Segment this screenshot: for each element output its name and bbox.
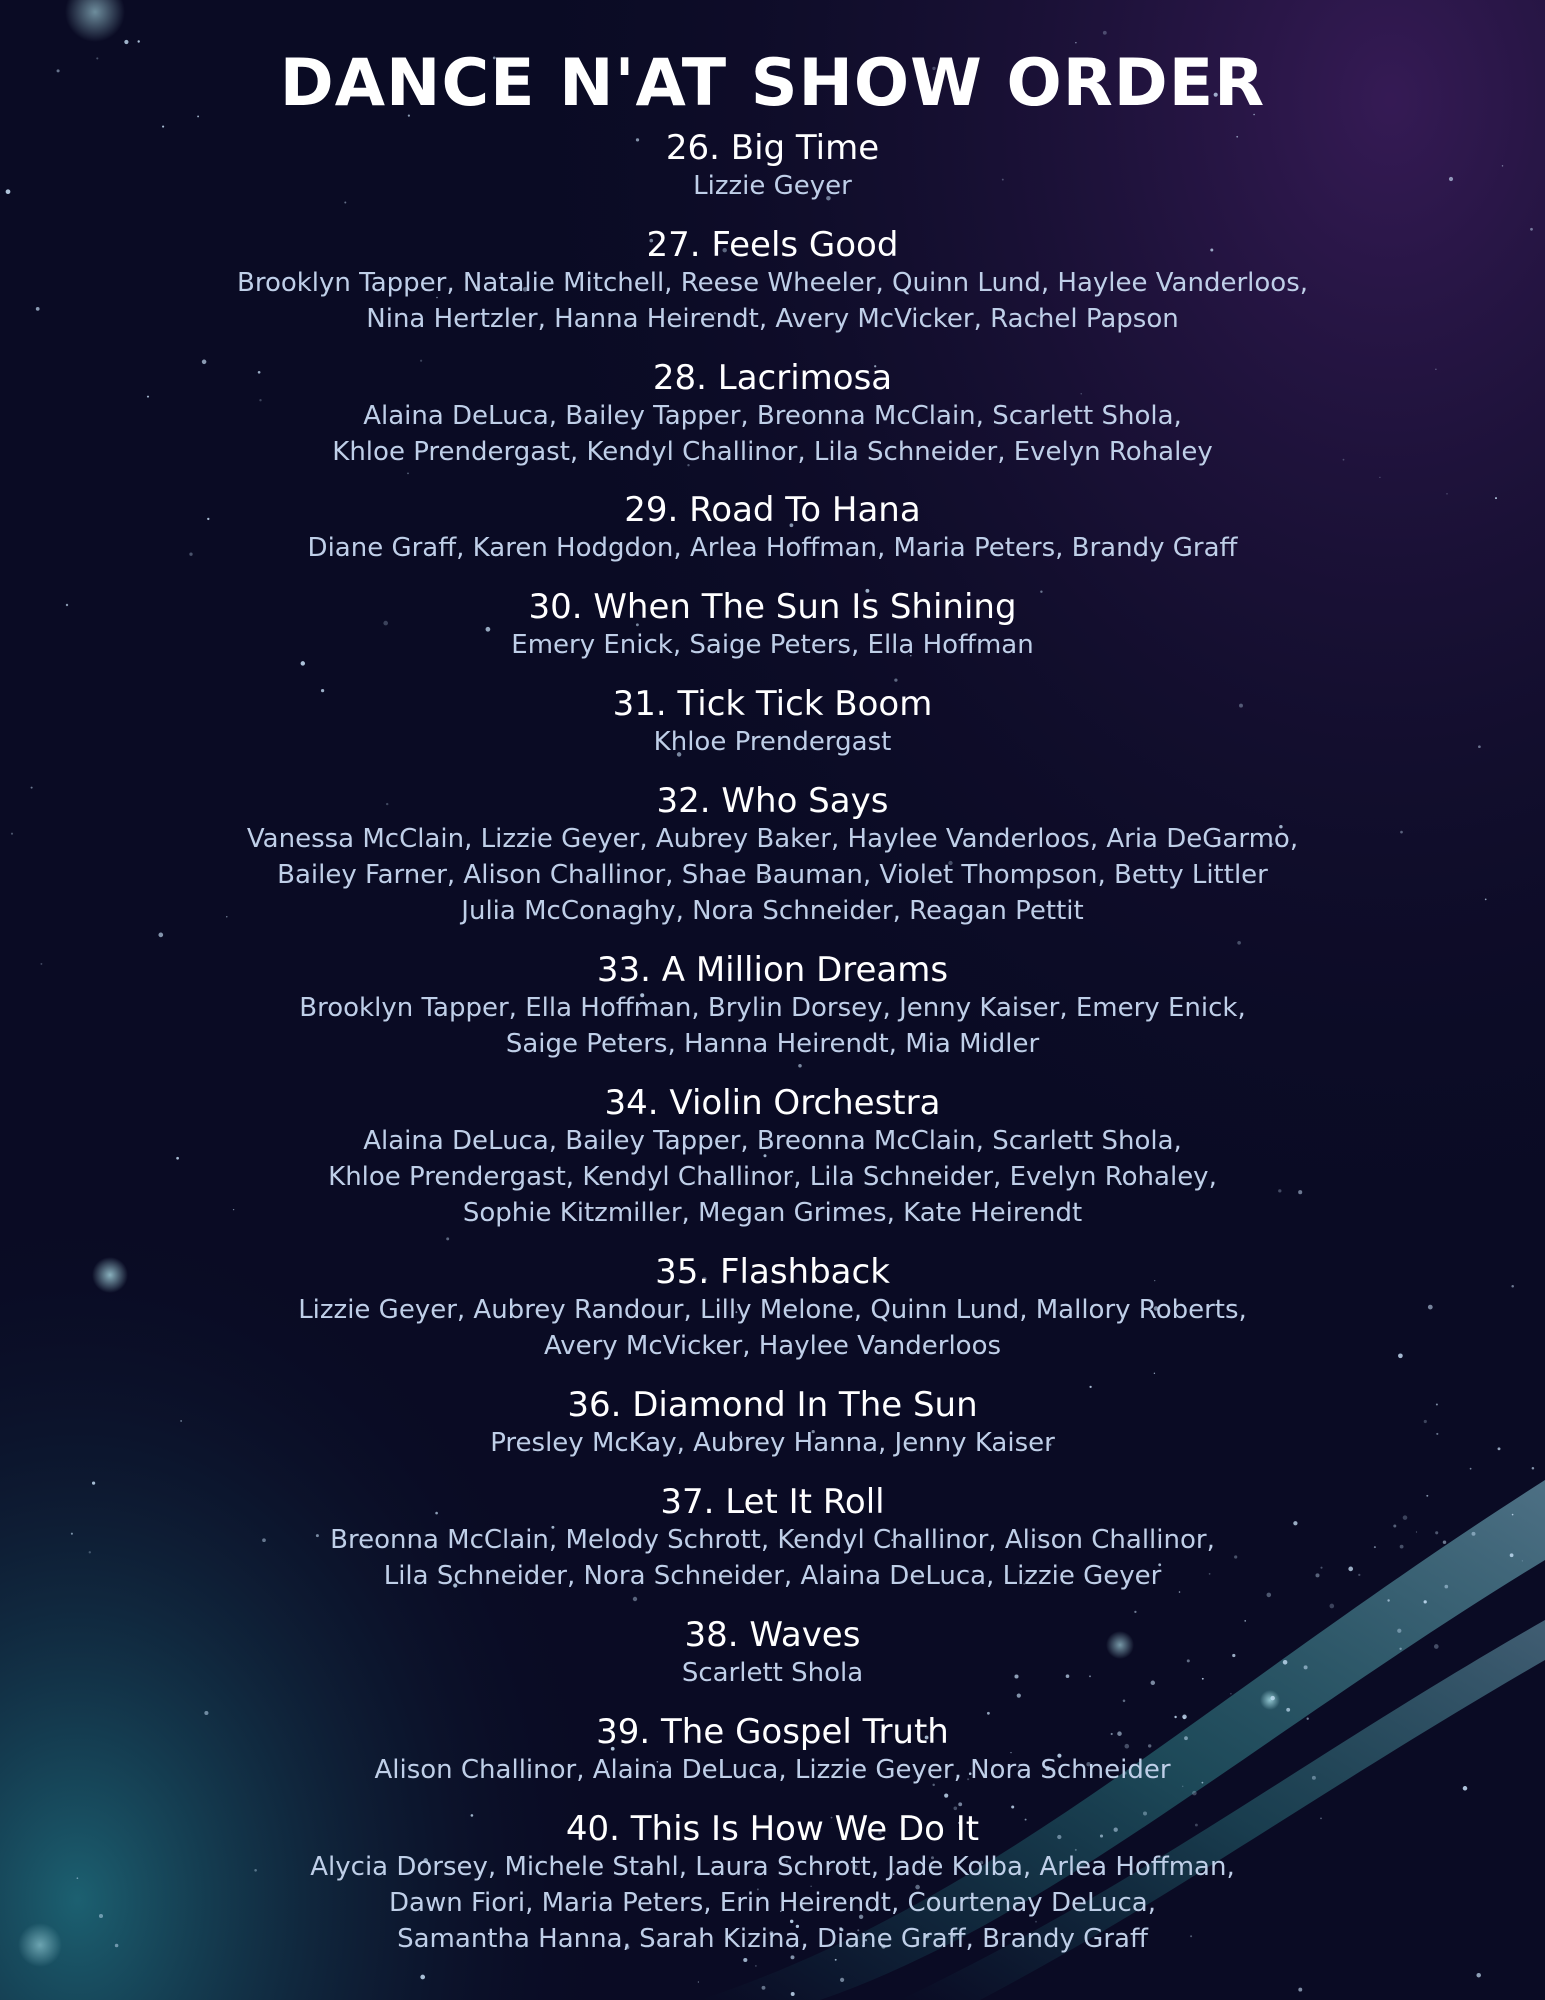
performer-line: Diane Graff, Karen Hodgdon, Arlea Hoffman, Maria Peters, Brandy Graff [307,533,1238,563]
star-icon [420,1975,425,1980]
performer-line: Khloe Prendergast [653,727,892,757]
act-entry [0,1252,1545,1364]
star-icon [1123,1700,1126,1703]
act-entry [0,1385,1545,1461]
performer-line: Presley McKay, Aubrey Hanna, Jenny Kaiser [490,1428,1055,1458]
star-icon [1230,1693,1232,1695]
performer-line: Lila Schneider, Nora Schneider, Alaina DeLuca, Lizzie Geyer [383,1561,1162,1591]
act-performers [0,168,1545,204]
star-icon [840,1978,844,1982]
act-performers [0,627,1545,663]
star-icon [407,473,409,475]
star-icon [138,40,140,42]
act-entry [0,490,1545,566]
performer-line: Dawn Fiori, Maria Peters, Erin Heirendt, Courtenay DeLuca, [389,1888,1156,1918]
act-title: 35. Flashback [655,1252,890,1292]
act-performers [0,1292,1545,1364]
act-entry [0,128,1545,204]
act-entry [0,684,1545,760]
act-title: 37. Let It Roll [660,1482,885,1522]
act-performers [0,530,1545,566]
act-performers [0,1425,1545,1461]
performer-line: Avery McVicker, Haylee Vanderloos [543,1331,1002,1361]
performer-line: Vanessa McClain, Lizzie Geyer, Aubrey Baker, Haylee Vanderloos, Aria DeGarmo, [246,824,1299,854]
star-icon [1424,1600,1427,1603]
act-performers [0,724,1545,760]
act-entry [0,781,1545,929]
act-performers [0,265,1545,337]
act-performers [0,1123,1545,1231]
performer-line: Alaina DeLuca, Bailey Tapper, Breonna McClain, Scarlett Shola, [363,1126,1182,1156]
act-performers [0,990,1545,1062]
performer-line: Saige Peters, Hanna Heirendt, Mia Midler [505,1029,1040,1059]
star-icon [1470,1468,1472,1470]
page-title: DANCE N'AT SHOW ORDER [279,46,1266,121]
performer-line: Lizzie Geyer [693,171,852,201]
performer-line: Julia McConaghy, Nora Schneider, Reagan Pettit [461,896,1084,926]
act-title: 34. Violin Orchestra [604,1083,941,1123]
star-icon [944,1794,948,1798]
star-icon [1270,1696,1274,1700]
act-performers [0,1522,1545,1594]
act-performers [0,1849,1545,1957]
performer-line: Samantha Hanna, Sarah Kizina, Diane Graff, Brandy Graff [397,1924,1148,1954]
star-icon [1134,1611,1136,1613]
star-icon [762,1986,766,1990]
star-icon [1329,1604,1334,1609]
act-entry [0,1083,1545,1231]
star-icon [791,1992,795,1996]
act-entry [0,1615,1545,1691]
act-title: 30. When The Sun Is Shining [528,587,1017,627]
act-performers [0,398,1545,470]
act-title: 40. This Is How We Do It [565,1809,980,1849]
performer-line: Bailey Farner, Alison Challinor, Shae Bauman, Violet Thompson, Betty Littler [277,860,1268,890]
star-icon [1476,1973,1481,1978]
star-icon [1532,1467,1535,1470]
star-icon [1192,1791,1197,1796]
act-title: 36. Diamond In The Sun [567,1385,978,1425]
performer-line: Breonna McClain, Melody Schrott, Kendyl Challinor, Alison Challinor, [330,1525,1215,1555]
act-entry [0,1482,1545,1594]
act-title: 26. Big Time [665,128,880,168]
act-entry [0,1712,1545,1788]
act-title: 38. Waves [684,1615,861,1655]
act-title: 39. The Gospel Truth [596,1712,949,1752]
act-title: 27. Feels Good [646,225,899,265]
performer-line: Alison Challinor, Alaina DeLuca, Lizzie Geyer, Nora Schneider [374,1755,1171,1785]
star-icon [633,1597,637,1601]
act-title: 29. Road To Hana [624,490,921,530]
performer-line: Emery Enick, Saige Peters, Ella Hoffman [511,630,1034,660]
performer-line: Khloe Prendergast, Kendyl Challinor, Lila Schneider, Evelyn Rohaley [332,437,1213,467]
act-entry [0,1809,1545,1957]
star-icon [1103,31,1107,35]
star-icon [1387,1599,1389,1601]
act-entry [0,950,1545,1062]
act-title: 33. A Million Dreams [596,950,949,990]
performer-line: Lizzie Geyer, Aubrey Randour, Lilly Melone, Quinn Lund, Mallory Roberts, [298,1295,1247,1325]
performer-line: Sophie Kitzmiller, Megan Grimes, Kate Heirendt [462,1198,1083,1228]
act-title: 28. Lacrimosa [652,358,893,398]
performer-line: Brooklyn Tapper, Ella Hoffman, Brylin Dorsey, Jenny Kaiser, Emery Enick, [299,993,1246,1023]
star-icon [958,1802,962,1806]
star-icon [1298,1988,1302,1992]
performer-line: Alycia Dorsey, Michele Stahl, Laura Schrott, Jade Kolba, Arlea Hoffman, [310,1852,1235,1882]
star-icon [798,1064,802,1068]
star-icon [755,1965,757,1967]
act-entry [0,225,1545,337]
performer-line: Brooklyn Tapper, Natalie Mitchell, Reese Wheeler, Quinn Lund, Haylee Vanderloos, [236,268,1308,298]
performer-line: Khloe Prendergast, Kendyl Challinor, Lila Schneider, Evelyn Rohaley, [328,1162,1217,1192]
act-title: 31. Tick Tick Boom [612,684,933,724]
act-performers [0,821,1545,929]
act-performers [0,1655,1545,1691]
star-icon [698,1981,699,1982]
star-icon [835,1959,837,1961]
star-icon [1017,1694,1021,1698]
performer-line: Nina Hertzler, Hanna Heirendt, Avery McVicker, Rachel Papson [366,304,1179,334]
star-icon [1154,1373,1155,1374]
act-entry [0,358,1545,470]
performer-line: Alaina DeLuca, Bailey Tapper, Breonna McClain, Scarlett Shola, [363,401,1182,431]
act-title: 32. Who Says [656,781,889,821]
performer-line: Scarlett Shola [681,1658,864,1688]
act-entry [0,587,1545,663]
star-icon [1237,941,1241,945]
star-icon [743,1958,747,1962]
star-icon [894,678,897,681]
star-icon [446,1237,449,1240]
act-performers [0,1752,1545,1788]
star-icon [1379,477,1380,478]
star-icon [158,933,163,938]
